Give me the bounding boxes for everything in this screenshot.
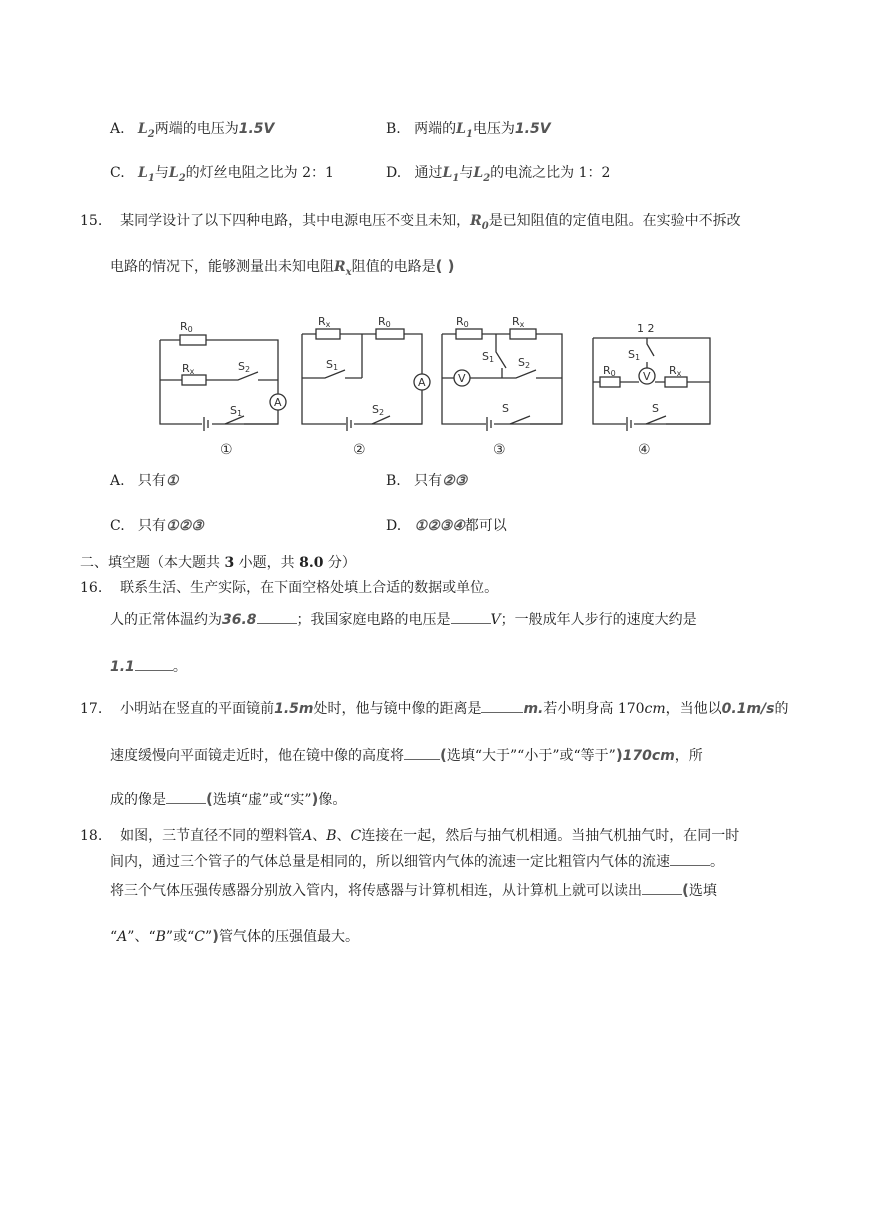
q16-line2: 人的正常体温约为36.8 ；我国家庭电路的电压是 V；一般成年人步行的速度大约是: [110, 612, 697, 628]
c1-s2-label: S2: [238, 360, 251, 374]
c3-s-label: S: [502, 402, 509, 415]
c4-voltmeter-label: V: [643, 370, 651, 383]
circuit-2-label: ②: [353, 442, 366, 458]
q15-option-b[interactable]: B. 只有②③: [386, 473, 468, 489]
c4-rx-label: Rx: [669, 364, 682, 378]
q16-blank-3[interactable]: [135, 658, 173, 671]
c2-r0-label: R0: [378, 315, 391, 329]
q17-line1: 17. 小明站在竖直的平面镜前1.5m处时，他与镜中像的距离是 m.若小明身高 170cm，当他以0.1m/s的: [80, 701, 789, 717]
q18-blank-2[interactable]: [642, 882, 682, 895]
circuit-3-label: ③: [493, 442, 506, 458]
c2-rx-label: Rx: [318, 315, 331, 329]
q15-option-a[interactable]: A. 只有①: [110, 473, 179, 489]
c1-ammeter-label: A: [274, 396, 282, 409]
q17-line2: 速度缓慢向平面镜走近时，他在镜中像的高度将 (选填“大于”“小于”或“等于”)170cm，所: [110, 746, 703, 764]
circuit-4-label: ④: [638, 442, 651, 458]
q18-line3: 将三个气体压强传感器分别放入管内，将传感器与计算机相连，从计算机上就可以读出 (选填: [110, 881, 717, 899]
q14-option-d[interactable]: D. 通过$L_1$与$L_2$的电流之比为 1：2: [386, 165, 611, 184]
section-title: 二、填空题（本大题共 3 小题，共 8.0 分）: [80, 555, 356, 571]
c2-ammeter-label: A: [418, 376, 426, 389]
q14-option-b[interactable]: B. 两端的$L_1$电压为1.5V: [386, 121, 551, 140]
q15-stem-line2: 电路的情况下，能够测量出未知电阻$R_x$阻值的电路是( ): [110, 257, 455, 278]
c4-switch-positions: 1 2: [637, 322, 655, 335]
c3-s2-label: S2: [518, 356, 531, 370]
q16-stem: 16. 联系生活、生产实际，在下面空格处填上合适的数据或单位。: [80, 580, 499, 596]
c2-s1-label: S1: [326, 358, 339, 372]
q16-blank-2[interactable]: [451, 611, 491, 624]
c3-rx-label: Rx: [512, 315, 525, 329]
c3-r0-label: R0: [456, 315, 469, 329]
q17-line3: 成的像是 (选填“虚”或“实”)像。: [110, 790, 347, 808]
q14-option-a[interactable]: A. $L_2$两端的电压为1.5V: [110, 121, 275, 140]
q17-blank-2[interactable]: [404, 747, 440, 760]
circuit-2: [302, 329, 430, 431]
c4-s1-label: S1: [628, 348, 641, 362]
q14-option-c[interactable]: C. $L_1$与$L_2$的灯丝电阻之比为 2：1: [110, 165, 334, 184]
c1-rx-label: Rx: [182, 362, 195, 376]
c3-s1-label: S1: [482, 350, 495, 364]
c4-s-label: S: [652, 402, 659, 415]
circuit-4: [593, 338, 710, 431]
q18-line4: “A”、“B”或“C”)管气体的压强值最大。: [110, 927, 359, 945]
q18-line1: 18. 如图，三节直径不同的塑料管A、B、C连接在一起，然后与抽气机相通。当抽气机抽气时，在同一时: [80, 828, 740, 844]
q15-stem-line1: 15. 某同学设计了以下四种电路，其中电源电压不变且未知，$R_0$是已知阻值的定值电阻。在实验中不拆改: [80, 213, 741, 232]
c4-r0-label: R0: [603, 364, 616, 378]
c3-voltmeter-label: V: [458, 372, 466, 385]
q18-line2: 间内，通过三个管子的气体总量是相同的，所以细管内气体的流速一定比粗管内气体的流速 。: [110, 854, 724, 870]
q17-blank-3[interactable]: [166, 791, 206, 804]
q15-option-d[interactable]: D. ①②③④都可以: [386, 518, 507, 534]
q16-blank-1[interactable]: [257, 611, 297, 624]
c2-s2-label: S2: [372, 403, 385, 417]
q18-blank-1[interactable]: [670, 853, 710, 866]
circuit-1: [160, 335, 286, 431]
circuit-diagrams: [150, 312, 730, 462]
c1-r0-label: R0: [180, 320, 193, 334]
q15-option-c[interactable]: C. 只有①②③: [110, 518, 204, 534]
q16-line3: 1.1 。: [110, 659, 187, 675]
q17-blank-1[interactable]: [481, 700, 523, 713]
c1-s1-label: S1: [230, 404, 243, 418]
circuit-1-label: ①: [220, 442, 233, 458]
